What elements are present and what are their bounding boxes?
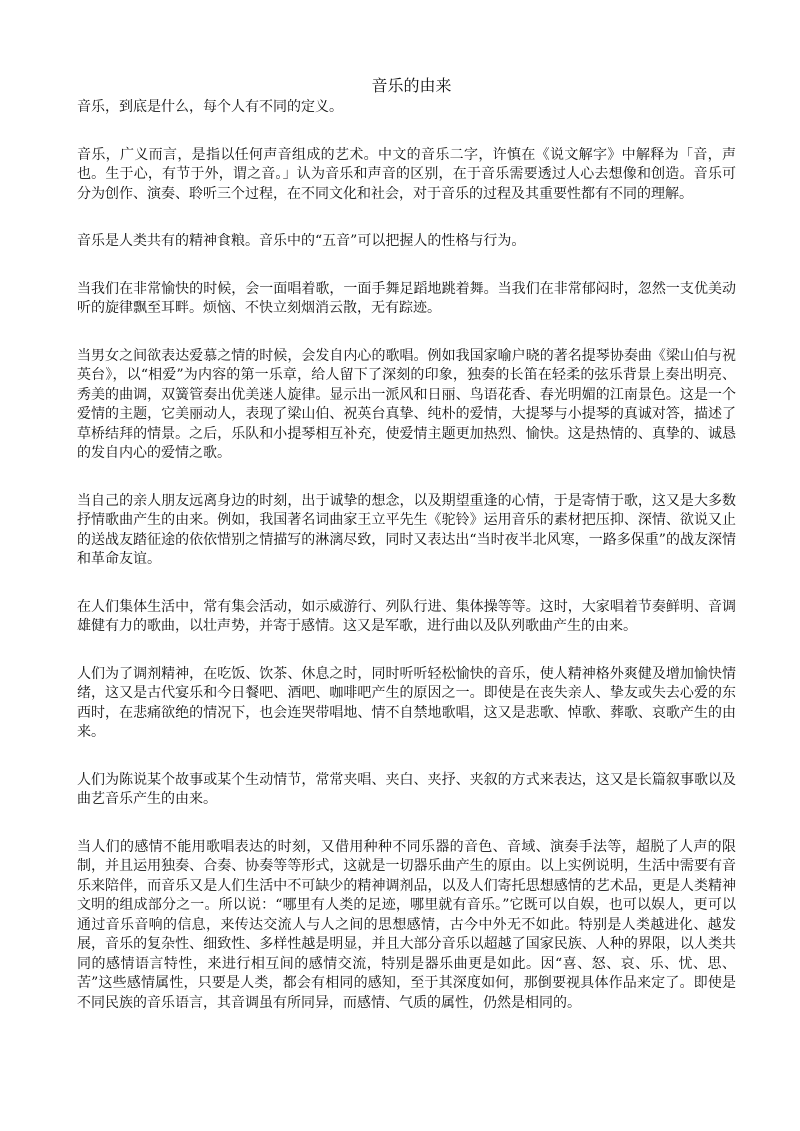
paragraph-9: 人们为陈说某个故事或某个生动情节，常常夹唱、夹白、夹抒、夹叙的方式来表达，这又是长篇叙事歌以及曲艺音乐产生的由来。 [77,771,736,807]
paragraph-7: 在人们集体生活中，常有集会活动，如示威游行、列队行进、集体操等等。这时，大家唱着节奏鲜明、音调雄健有力的歌曲，以壮声势，并寄于感情。这又是军歌，进行曲以及队列歌曲产生的由来。 [77,598,736,634]
paragraph-4: 当我们在非常愉快的时候，会一面唱着歌，一面手舞足蹈地跳着舞。当我们在非常郁闷时，忽然一支优美动听的旋律飘至耳畔。烦恼、不快立刻烟消云散，无有踪迹。 [77,280,736,316]
paragraph-5: 当男女之间欲表达爱慕之情的时候，会发自内心的歌唱。例如我国家喻户晓的著名提琴协奏曲《梁山伯与祝英台》，以“相爱”为内容的第一乐章，给人留下了深刻的印象，独奏的长笛在轻柔的弦乐背景上奏出明亮、秀美的曲调，双簧管奏出优美迷人旋律。显示出一派风和日丽、鸟语花香、春光明媚的江南景色。这是一个爱情的主题，它美丽动人，表现了梁山伯、祝英台真挚、纯朴的爱情，大提琴与小提琴的真诚对答，描述了草桥结拜的情景。之后，乐队和小提琴相互补充，使爱情主题更加热烈、愉快。这是热情的、真挚的、诚恳的发自内心的爱情之歌。 [77,347,736,461]
paragraph-2: 音乐，广义而言，是指以任何声音组成的艺术。中文的音乐二字，许慎在《说文解字》中解释为「音，声也。生于心，有节于外，谓之音。」认为音乐和声音的区别，在于音乐需要透过人心去想像和创造。音乐可分为创作、演奏、聆听三个过程，在不同文化和社会，对于音乐的过程及其重要性都有不同的理解。 [77,146,736,202]
paragraph-3: 音乐是人类共有的精神食粮。音乐中的“五音”可以把握人的性格与行为。 [77,233,526,249]
document-title: 音乐的由来 [371,76,452,95]
paragraph-6: 当自己的亲人朋友远离身边的时刻，出于诚挚的想念，以及期望重逢的心情，于是寄情于歌，这又是大多数抒情歌曲产生的由来。例如，我国著名词曲家王立平先生《驼铃》运用音乐的素材把压抑、深情、欲说又止的送战友踏征途的依依惜别之情描写的淋漓尽致，同时又表达出“当时夜半北风寒，一路多保重”的战友深情和革命友谊。 [77,492,736,567]
paragraph-8: 人们为了调剂精神，在吃饭、饮茶、休息之时，同时听听轻松愉快的音乐，使人精神格外爽健及增加愉快情绪，这又是古代宴乐和今日餐吧、酒吧、咖啡吧产生的原因之一。即使是在丧失亲人、挚友或失去心爱的东西时，在悲痛欲绝的情况下，也会连哭带唱地、情不自禁地歌唱，这又是悲歌、悼歌、葬歌、哀歌产生的由来。 [77,665,736,740]
paragraph-10: 当人们的感情不能用歌唱表达的时刻，又借用种种不同乐器的音色、音域、演奏手法等，超脱了人声的限制，并且运用独奏、合奏、协奏等等形式，这就是一切器乐曲产生的原由。以上实例说明，生活中需要有音乐来陪伴，而音乐又是人们生活中不可缺少的精神调剂品，以及人们寄托思想感情的艺术品，更是人类精神文明的组成部分之一。所以说：“哪里有人类的足迹，哪里就有音乐。”它既可以自娱，也可以娱人，更可以通过音乐音响的信息，来传达交流人与人之间的思想感情，古今中外无不如此。特别是人类越进化、越发展，音乐的复杂性、细致性、多样性越是明显，并且大部分音乐以超越了国家民族、人种的界限，以人类共同的感情语言特性，来进行相互间的感情交流，特别是器乐曲更是如此。因“喜、怒、哀、乐、忧、思、苦”这些感情属性，只要是人类，都会有相同的感知，至于其深度如何，那倒要视具体作品来定了。即使是不同民族的音乐语言，其音调虽有所同异，而感情、气质的属性，仍然是相同的。 [77,838,736,1011]
paragraph-1: 音乐，到底是什么，每个人有不同的定义。 [77,99,343,115]
